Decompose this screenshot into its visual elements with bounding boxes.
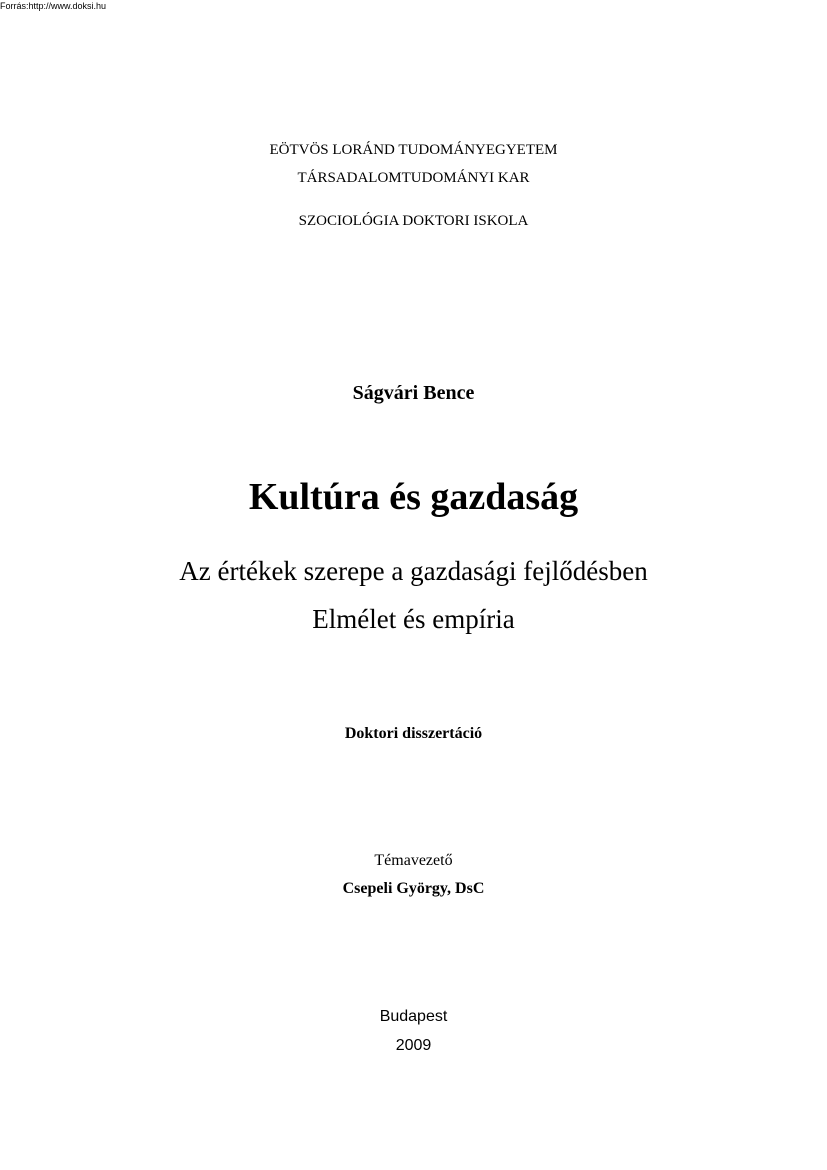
document-type: Doktori disszertáció (344, 725, 483, 742)
doctoral-school-name: SZOCIOLÓGIA DOKTORI ISKOLA (298, 213, 529, 229)
faculty-name: TÁRSADALOMTUDOMÁNYI KAR (297, 170, 530, 186)
thesis-title: Kultúra és gazdaság (248, 476, 579, 518)
university-name: EÖTVÖS LORÁND TUDOMÁNYEGYETEM (269, 142, 558, 158)
place: Budapest (379, 1008, 448, 1025)
supervisor-name: Csepeli György, DsC (342, 880, 485, 897)
thesis-subtitle-line-1: Az értékek szerepe a gazdasági fejlődésben (179, 556, 648, 586)
year: 2009 (395, 1037, 432, 1054)
thesis-subtitle-line-2: Elmélet és empíria (312, 604, 515, 634)
supervisor-label: Témavezető (374, 852, 453, 869)
source-link[interactable]: Forrás:http://www.doksi.hu (0, 1, 107, 11)
author-name: Ságvári Bence (352, 382, 475, 404)
